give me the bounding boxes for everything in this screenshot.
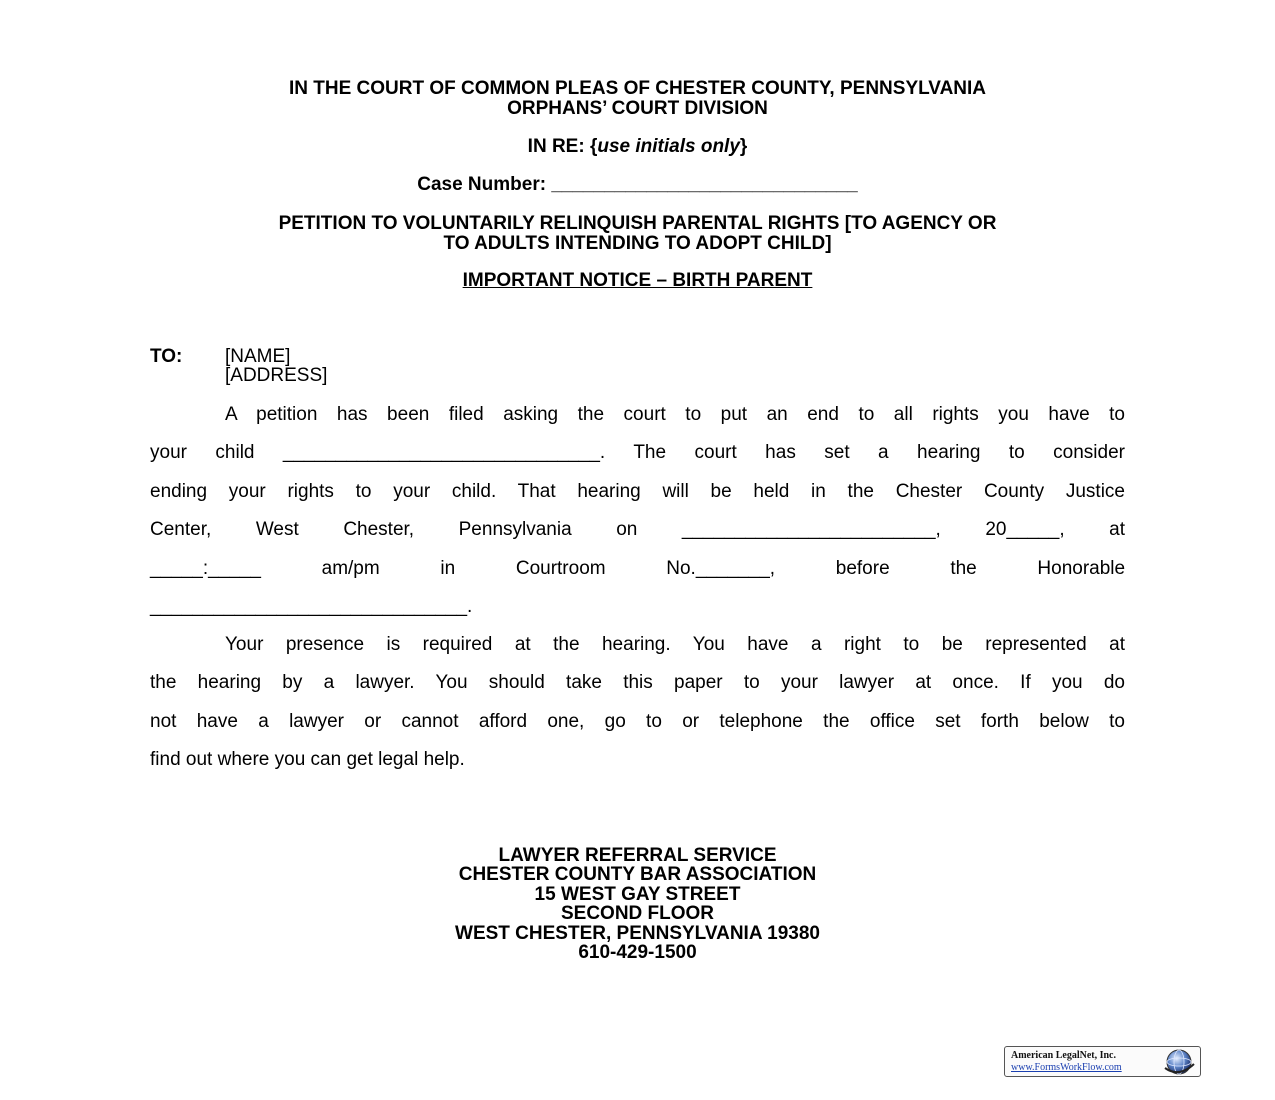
- logo-url[interactable]: www.FormsWorkFlow.com: [1011, 1062, 1122, 1073]
- paragraph1-line3: ending your rights to your child. That hearing will be held in the Chester County Justice: [150, 480, 1125, 502]
- case-number-line: [150, 175, 1125, 195]
- referral-line3: 15 WEST GAY STREET: [534, 883, 741, 905]
- recipient-address-line: [ADDRESS]: [225, 365, 328, 386]
- paragraph-legal-help: [150, 626, 1125, 780]
- the-text: the: [950, 557, 977, 579]
- paragraph2-line2: the hearing by a lawyer. You should take this paper to your lawyer at once. If you do: [150, 672, 1125, 694]
- recipient-address: [225, 347, 327, 385]
- referral-line2: CHESTER COUNTY BAR ASSOCIATION: [458, 864, 817, 886]
- court-title: IN THE COURT OF COMMON PLEAS OF CHESTER COUNTY, PENNSYLVANIA: [288, 78, 987, 99]
- in-re-label: IN RE: {: [527, 136, 598, 157]
- to-label: TO:: [150, 346, 183, 367]
- time-blank: _____:_____: [150, 557, 261, 579]
- referral-phone: 610-429-1500: [578, 942, 697, 964]
- paragraph2-line3: not have a lawyer or cannot afford one, go to or telephone the office set forth below to: [150, 710, 1125, 732]
- court-header: [150, 79, 1125, 119]
- notice-heading-wrap: [150, 271, 1125, 291]
- court-division: ORPHANS’ COURT DIVISION: [507, 98, 768, 119]
- paragraph1-line4: Center, West Chester, Pennsylvania on ________________________, 20_____, at: [150, 519, 1125, 541]
- paragraph2-line4: find out where you can get legal help.: [150, 749, 465, 771]
- in-text: in: [440, 557, 456, 579]
- courtroom-number-blank: No._______,: [666, 557, 776, 579]
- paragraph1-line6: ______________________________.: [150, 595, 473, 617]
- paragraph1-line2: your child ______________________________. The court has set a hearing to consider: [150, 442, 1125, 464]
- petition-title: [150, 214, 1125, 254]
- in-re-hint: use initials only: [597, 136, 740, 157]
- in-re-line: [150, 137, 1125, 157]
- globe-icon: [1160, 1048, 1198, 1076]
- petition-title-line1: PETITION TO VOLUNTARILY RELINQUISH PARENTAL RIGHTS [TO AGENCY OR: [278, 213, 997, 234]
- referral-line5: WEST CHESTER, PENNSYLVANIA 19380: [455, 922, 820, 944]
- recipient-name: [NAME]: [225, 346, 291, 367]
- in-re-close: }: [739, 136, 748, 157]
- legalnet-logo[interactable]: [1004, 1046, 1201, 1077]
- before-text: before: [835, 557, 890, 579]
- courtroom-text: Courtroom: [515, 557, 606, 579]
- paragraph1-line1: A petition has been filed asking the court to put an end to all rights you have to: [225, 404, 1125, 425]
- referral-line4: SECOND FLOOR: [560, 903, 715, 925]
- referral-service-block: [150, 846, 1125, 962]
- ampm-text: am/pm: [321, 557, 380, 579]
- honorable-text: Honorable: [1037, 557, 1126, 579]
- notice-heading: IMPORTANT NOTICE – BIRTH PARENT: [462, 270, 813, 291]
- referral-line1: LAWYER REFERRAL SERVICE: [498, 845, 777, 866]
- paragraph2-line1: Your presence is required at the hearing. You have a right to be represented at: [225, 634, 1125, 655]
- logo-company: American LegalNet, Inc.: [1011, 1050, 1116, 1061]
- petition-title-line2: TO ADULTS INTENDING TO ADOPT CHILD]: [443, 233, 832, 254]
- paragraph1-line5: [150, 550, 1125, 588]
- case-number: Case Number: _____________________________: [417, 174, 858, 195]
- paragraph-hearing-notice: [150, 396, 1125, 626]
